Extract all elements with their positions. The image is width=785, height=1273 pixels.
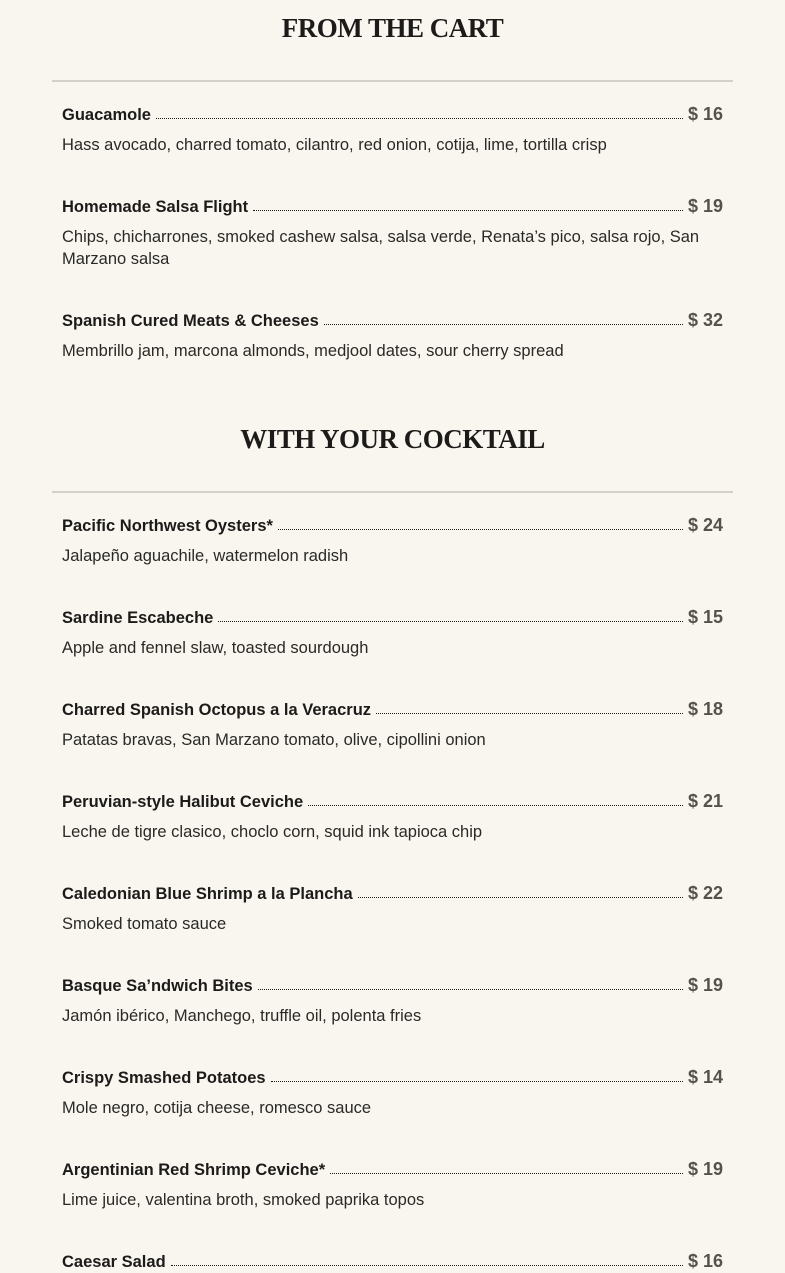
item-name: Caledonian Blue Shrimp a la Plancha [62,885,353,903]
dot-leader [376,713,683,714]
section-divider [52,491,733,493]
item-price: $ 15 [687,607,723,627]
item-name: Charred Spanish Octopus a la Veracruz [62,701,372,719]
menu-item-smashed-potatoes [62,1067,723,1119]
item-price: $ 19 [687,196,723,216]
menu-section-with-your-cocktail [52,423,733,1271]
section-title: FROM THE CART [281,13,504,43]
dot-leader [171,1265,683,1266]
menu-section-from-the-cart [52,12,733,360]
dot-leader [358,897,683,898]
item-price: $ 24 [687,515,723,535]
section-divider [52,80,733,82]
item-name: Basque Sa’ndwich Bites [62,977,253,995]
item-price: $ 18 [687,699,723,719]
menu-item-salsa-flight [62,196,723,270]
item-name: Spanish Cured Meats & Cheeses [62,312,319,330]
item-name: Homemade Salsa Flight [62,198,249,216]
item-price: $ 22 [687,883,723,903]
item-price: $ 32 [687,310,723,330]
section-title: WITH YOUR COCKTAIL [240,424,545,454]
dot-leader [258,989,683,990]
menu-item-caesar-salad [62,1251,723,1273]
item-description: Mole negro, cotija cheese, romesco sauce [62,1099,372,1117]
menu-item-basque-bites [62,975,723,1027]
menu-item-oysters [62,515,723,567]
item-name: Guacamole [62,106,151,124]
menu-item-sardine-escabeche [62,607,723,659]
item-name: Argentinian Red Shrimp Ceviche* [62,1161,326,1179]
item-description: Membrillo jam, marcona almonds, medjool dates, sour cherry spread [62,342,564,360]
dot-leader [271,1081,683,1082]
item-description: Apple and fennel slaw, toasted sourdough [62,639,369,657]
menu-item-halibut-ceviche [62,791,723,843]
dot-leader [330,1173,683,1174]
dot-leader [308,805,683,806]
item-price: $ 14 [687,1067,723,1087]
item-description: Chips, chicharrones, smoked cashew salsa, salsa verde, Renata’s pico, salsa rojo, San Marzano salsa [62,228,700,268]
item-description: Jamón ibérico, Manchego, truffle oil, polenta fries [62,1007,422,1025]
dot-leader [324,324,683,325]
item-description: Smoked tomato sauce [62,915,227,933]
dot-leader [156,118,683,119]
item-name: Pacific Northwest Oysters* [62,517,273,535]
item-price: $ 16 [687,1251,723,1271]
item-description: Patatas bravas, San Marzano tomato, olive, cipollini onion [62,731,486,749]
item-name: Caesar Salad [62,1253,166,1271]
menu-item-cured-meats [62,310,723,362]
menu-item-octopus [62,699,723,751]
item-name: Crispy Smashed Potatoes [62,1069,266,1087]
dot-leader [278,529,683,530]
item-price: $ 16 [687,104,723,124]
item-name: Peruvian-style Halibut Ceviche [62,793,304,811]
dot-leader [253,210,683,211]
item-price: $ 19 [687,1159,723,1179]
item-price: $ 19 [687,975,723,995]
dot-leader [218,621,683,622]
item-description: Leche de tigre clasico, choclo corn, squid ink tapioca chip [62,823,483,841]
item-description: Jalapeño aguachile, watermelon radish [62,547,349,565]
item-name: Sardine Escabeche [62,609,214,627]
item-description: Hass avocado, charred tomato, cilantro, red onion, cotija, lime, tortilla crisp [62,136,607,154]
menu-item-guacamole [62,104,723,156]
item-price: $ 21 [687,791,723,811]
menu-item-blue-shrimp [62,883,723,935]
item-description: Lime juice, valentina broth, smoked paprika topos [62,1191,425,1209]
menu-item-red-shrimp-ceviche [62,1159,723,1211]
